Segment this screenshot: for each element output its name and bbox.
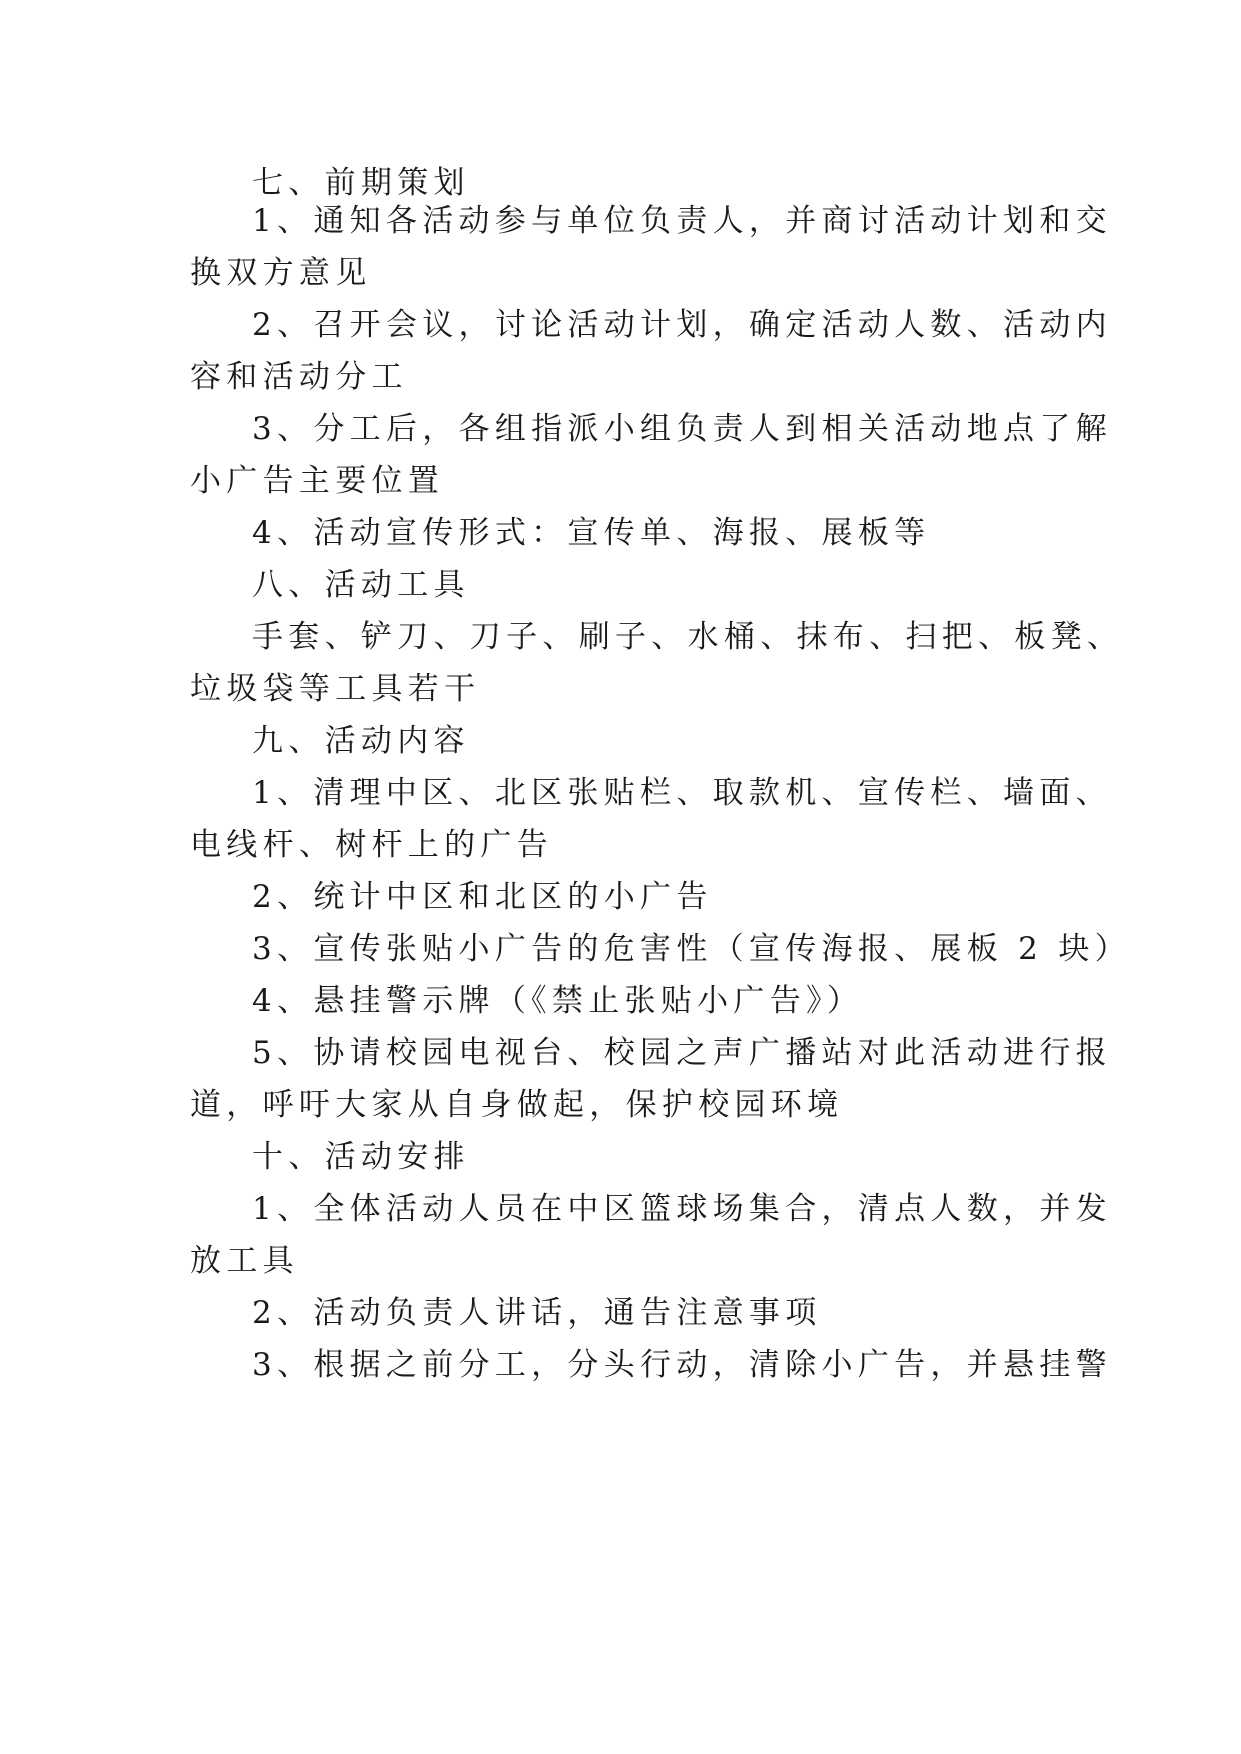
paragraph-line: 4、活动宣传形式：宣传单、海报、展板等 <box>252 515 931 551</box>
heading-seven: 七、前期策划 <box>252 165 470 201</box>
paragraph-line: 4、悬挂警示牌（《禁止张贴小广告》） <box>252 983 864 1019</box>
paragraph-line: 2、召开会议，讨论活动计划，确定活动人数、活动内 <box>252 307 1112 343</box>
paragraph-line: 放工具 <box>190 1243 299 1279</box>
paragraph-line: 2、活动负责人讲话，通告注意事项 <box>252 1295 822 1331</box>
heading-ten: 十、活动安排 <box>252 1139 470 1175</box>
paragraph-line: 道，呼吁大家从自身做起，保护校园环境 <box>190 1087 844 1123</box>
paragraph-line: 小广告主要位置 <box>190 463 445 499</box>
heading-nine: 九、活动内容 <box>252 723 470 759</box>
paragraph-line: 1、通知各活动参与单位负责人，并商讨活动计划和交 <box>252 203 1112 239</box>
paragraph-line: 3、分工后，各组指派小组负责人到相关活动地点了解 <box>252 411 1112 447</box>
paragraph-line: 3、宣传张贴小广告的危害性（宣传海报、展板 2 块） <box>252 931 1131 967</box>
paragraph-line: 2、统计中区和北区的小广告 <box>252 879 713 915</box>
paragraph-line: 电线杆、树杆上的广告 <box>190 827 553 863</box>
paragraph-line: 1、清理中区、北区张贴栏、取款机、宣传栏、墙面、 <box>252 775 1112 811</box>
paragraph-line: 5、协请校园电视台、校园之声广播站对此活动进行报 <box>252 1035 1112 1071</box>
paragraph-line: 手套、铲刀、刀子、刷子、水桶、抹布、扫把、板凳、 <box>252 619 1124 655</box>
paragraph-line: 1、全体活动人员在中区篮球场集合，清点人数，并发 <box>252 1191 1112 1227</box>
paragraph-line: 3、根据之前分工，分头行动，清除小广告，并悬挂警 <box>252 1347 1112 1383</box>
heading-eight: 八、活动工具 <box>252 567 470 603</box>
paragraph-line: 换双方意见 <box>190 255 372 291</box>
paragraph-line: 垃圾袋等工具若干 <box>190 671 481 707</box>
paragraph-line: 容和活动分工 <box>190 359 408 395</box>
